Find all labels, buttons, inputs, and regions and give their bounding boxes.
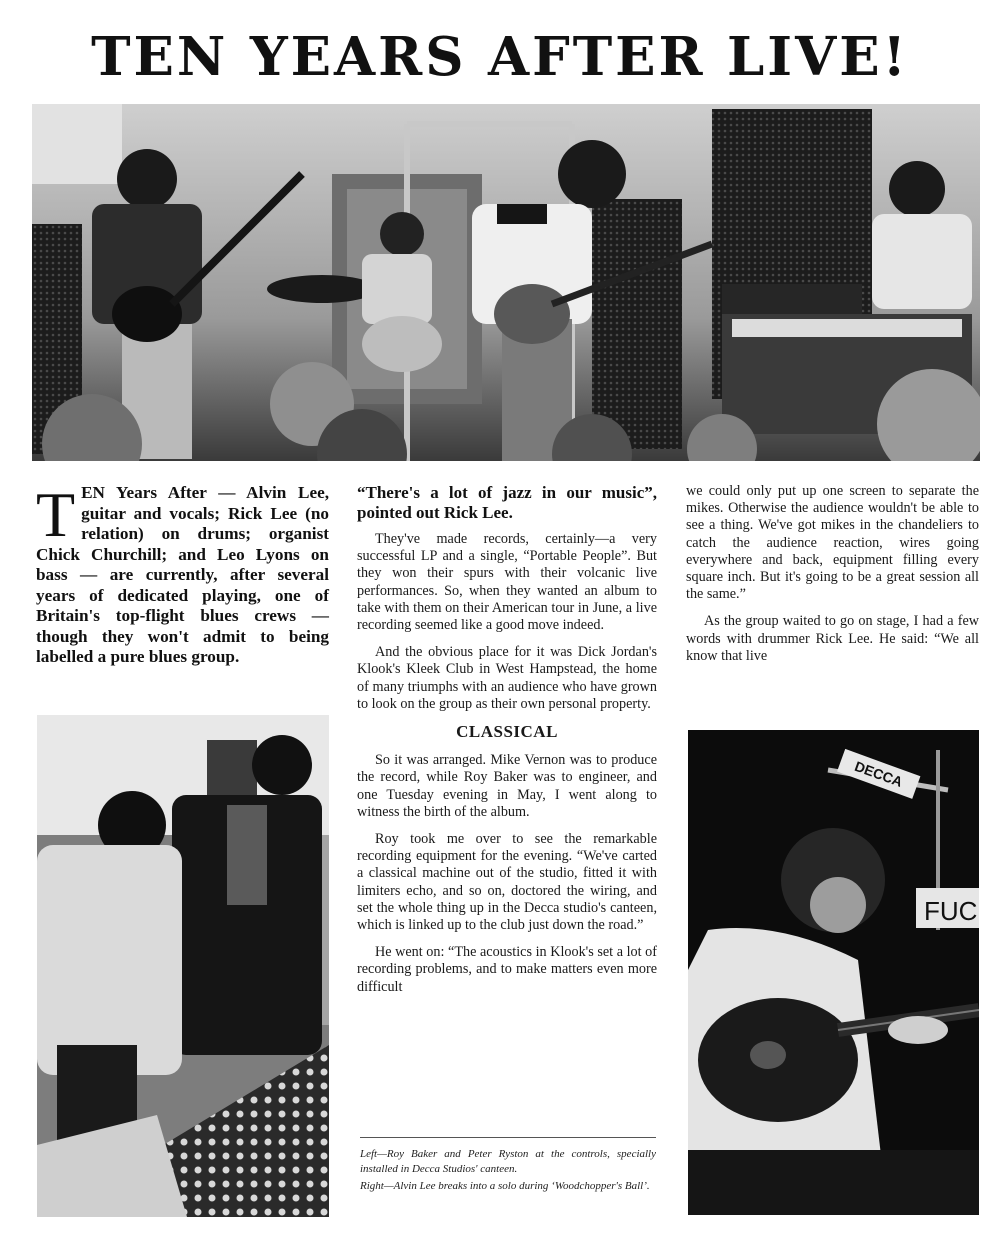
col2-paragraph-1: They've made records, certainly—a very successful LP and a single, “Portable People”. But they won their spurs with their volcanic live performances. So, when they wanted an album to take with them on their American tour in June, a live recording seemed like a good move indeed. xyxy=(357,531,657,634)
col2-paragraph-2: And the obvious place for it was Dick Jordan's Klook's Kleek Club in West Hampstead, the home of many triumphs with an audience who have grown to look on the group as their own personal property. xyxy=(357,644,657,712)
col3-paragraph-1: we could only put up one screen to separate the mikes. Otherwise the audience wouldn't be able to see a thing. We've got mikes in the chandeliers to catch the audience reaction, wires going everywhere and back, equipment filling every square inch. But it's going to be a great session all the same.” xyxy=(686,483,979,603)
lead-text: EN Years After — Alvin Lee, guitar and vocals; Rick Lee (no relation) on drums; organist Chick Churchill; and Leo Lyons on bass — are currently, after several years of dedicated playing, one of Britain's top-flight blues crews — though they won't admit to being labelled a pure blues group. xyxy=(36,483,329,666)
headline: TEN YEARS AFTER LIVE! xyxy=(91,26,909,88)
decca-mic-label: DECCA xyxy=(852,757,905,790)
col2-paragraph-4: Roy took me over to see the remarkable recording equipment for the evening. “We've carted a classical machine out of the studio, fitted it with limiters echo, and so on, doctored the wiring, and set the whole thing up in the Decca studio's canteen, which is linked up to the club just down the road.” xyxy=(357,831,657,934)
caption-right: Right—Alvin Lee breaks into a solo during ‘Woodchopper's Ball’. xyxy=(360,1180,650,1192)
sign-fragment: FUC xyxy=(924,896,978,926)
column-3 xyxy=(686,483,979,675)
col2-paragraph-5: He went on: “The acoustics in Klook's set a lot of recording problems, and to make matters even more difficult xyxy=(357,944,657,995)
subhead-classical: CLASSICAL xyxy=(456,722,558,742)
col2-paragraph-3: So it was arranged. Mike Vernon was to produce the record, while Roy Baker was to engineer, and one Tuesday evening in May, I went along to witness the birth of the album. xyxy=(357,752,657,820)
right-guitarist-photo xyxy=(688,730,979,1215)
drop-cap: T xyxy=(36,479,76,550)
left-console-photo xyxy=(37,715,329,1217)
column-2 xyxy=(357,483,657,1006)
caption-left: Left—Roy Baker and Peter Ryston at the controls, specially installed in Decca Studios' canteen. xyxy=(360,1148,656,1175)
photo-captions xyxy=(360,1147,656,1196)
caption-rule xyxy=(360,1137,656,1138)
lead-paragraph xyxy=(36,479,329,668)
col3-paragraph-2: As the group waited to go on stage, I had a few words with drummer Rick Lee. He said: “We all know that live xyxy=(686,613,979,664)
pull-quote: “There's a lot of jazz in our music”, pointed out Rick Lee. xyxy=(357,483,657,522)
top-band-photo xyxy=(32,104,980,461)
